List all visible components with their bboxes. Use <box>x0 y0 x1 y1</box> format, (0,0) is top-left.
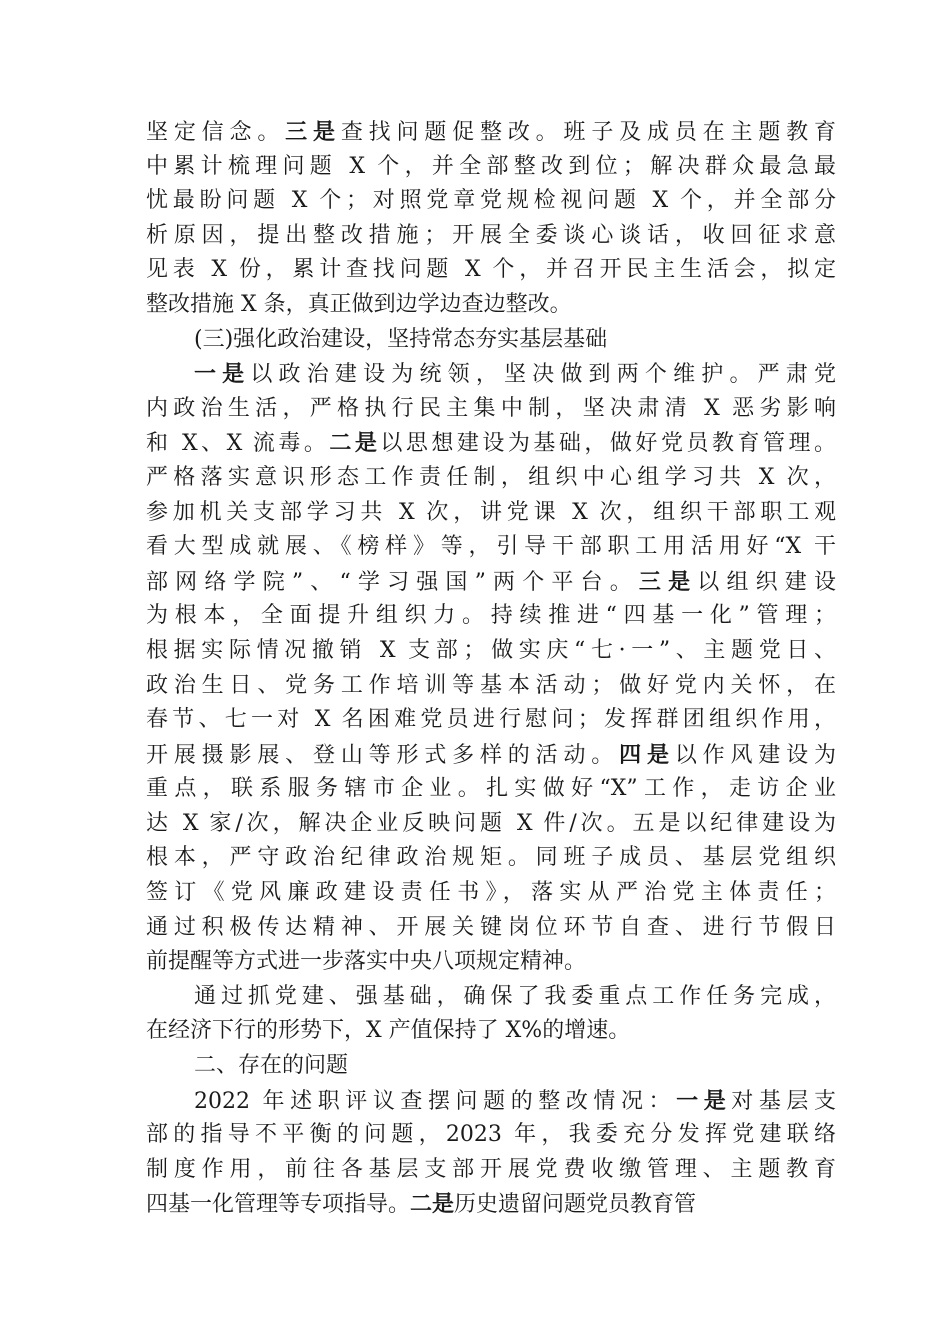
text-line <box>146 1187 836 1222</box>
body-text: 对基层支 <box>731 1088 836 1114</box>
body-text: 部的指导不平衡的问题，2023 年，我委充分发挥党建联络 <box>146 1122 836 1148</box>
body-text: 根据实际情况撤销 X 支部；做实庆“七·一”、主题党日、 <box>146 637 836 663</box>
body-text: 查找问题促整改。班子及成员在主题教育 <box>340 120 836 145</box>
body-text: 整改措施 X 条，真正做到边学边查边整改。 <box>146 291 572 317</box>
body-text: 重点，联系服务辖市企业。扎实做好“X”工作，走访企业 <box>146 776 836 802</box>
body-text: 以思想建设为基础，做好党员教育管理。 <box>380 431 836 457</box>
section-heading <box>146 1049 836 1084</box>
text-line <box>146 599 836 634</box>
body-text: 见表 X 份，累计查找问题 X 个，并召开民主生活会，拟定 <box>146 257 836 283</box>
text-line <box>146 841 836 876</box>
body-text: 政治生日、党务工作培训等基本活动；做好党内关怀，在 <box>146 672 836 698</box>
text-line <box>146 461 836 496</box>
emphasis-text: 一是 <box>194 361 251 388</box>
text-line <box>146 323 836 358</box>
paragraph <box>146 980 836 1049</box>
body-text: 历史遗留问题党员教育管 <box>454 1192 697 1218</box>
emphasis-text: 三是 <box>285 119 341 145</box>
emphasis-text: 二是 <box>329 430 381 457</box>
paragraph <box>146 115 836 323</box>
text-line <box>146 219 836 254</box>
text-line <box>146 911 836 946</box>
body-text: 在经济下行的形势下，X 产值保持了 X%的增速。 <box>146 1018 631 1044</box>
text-line <box>146 496 836 531</box>
text-line <box>146 426 836 461</box>
body-text: 以组织建设 <box>697 569 836 595</box>
body-text: 2022 年述职评议查摆问题的整改情况： <box>194 1088 677 1114</box>
body-text: 看大型成就展、《榜样》等，引导干部职工用活用好“X 干 <box>146 534 836 560</box>
text-line <box>146 945 836 980</box>
text-line <box>146 1153 836 1188</box>
body-text: 达 X 家/次，解决企业反映问题 X 件/次。五是以纪律建设为 <box>146 810 836 836</box>
body-text: 和 X、X 流毒。 <box>146 431 330 457</box>
emphasis-text: 一是 <box>676 1087 732 1114</box>
body-text: 中累计梳理问题 X 个，并全部整改到位；解决群众最急最 <box>146 153 836 179</box>
body-text: 通过积极传达精神、开展关键岗位环节自查、进行节假日 <box>146 914 836 940</box>
text-line <box>146 876 836 911</box>
body-text: 析原因，提出整改措施；开展全委谈心谈话，收回征求意 <box>146 222 836 248</box>
section-heading <box>146 323 836 358</box>
emphasis-text: 二是 <box>410 1191 455 1218</box>
text-line <box>146 392 836 427</box>
body-text: 部网络学院”、“学习强国”两个平台。 <box>146 569 639 595</box>
text-line <box>146 1118 836 1153</box>
text-line <box>146 150 836 185</box>
body-text: 以政治建设为统领，坚决做到两个维护。严肃党 <box>250 362 836 388</box>
body-text: 制度作用，前往各基层支部开展党费收缴管理、主题教育 <box>146 1156 836 1182</box>
text-line <box>146 288 836 323</box>
paragraph <box>146 1084 836 1222</box>
paragraph <box>146 357 836 980</box>
text-line <box>146 184 836 219</box>
body-text: 签订《党风廉政建设责任书》，落实从严治党主体责任； <box>146 880 836 906</box>
text-line <box>146 772 836 807</box>
body-text: 内政治生活，严格执行民主集中制，坚决肃清 X 恶劣影响 <box>146 395 836 421</box>
body-text: 通过抓党建、强基础，确保了我委重点工作任务完成， <box>194 983 836 1009</box>
text-line <box>146 980 836 1015</box>
text-line <box>146 565 836 600</box>
body-text: (三)强化政治建设，坚持常态夯实基层基础 <box>194 326 608 352</box>
body-text: 春节、七一对 X 名困难党员进行慰问；发挥群团组织作用， <box>146 707 836 733</box>
document-page <box>146 115 836 1222</box>
text-line <box>146 703 836 738</box>
text-line <box>146 253 836 288</box>
text-line <box>146 669 836 704</box>
body-text: 以作风建设为 <box>674 742 836 768</box>
text-line <box>146 634 836 669</box>
text-line <box>146 1084 836 1119</box>
body-text: 前提醒等方式进一步落实中央八项规定精神。 <box>146 949 587 975</box>
text-line <box>146 807 836 842</box>
body-text: 忧最盼问题 X 个；对照党章党规检视问题 X 个，并全部分 <box>146 188 836 214</box>
text-line <box>146 1049 836 1084</box>
text-line <box>146 357 836 392</box>
emphasis-text: 四是 <box>619 741 675 768</box>
body-text: 根本，严守政治纪律政治规矩。同班子成员、基层党组织 <box>146 845 836 871</box>
body-text: 严格落实意识形态工作责任制，组织中心组学习共 X 次， <box>146 464 836 490</box>
emphasis-text: 三是 <box>638 568 698 595</box>
text-line <box>146 738 836 773</box>
body-text: 开展摄影展、登山等形式多样的活动。 <box>146 742 620 768</box>
text-line <box>146 115 836 150</box>
text-line <box>146 530 836 565</box>
text-line <box>146 1014 836 1049</box>
body-text: 参加机关支部学习共 X 次，讲党课 X 次，组织干部职工观 <box>146 499 836 525</box>
body-text: 坚定信念。 <box>146 120 286 145</box>
body-text: 四基一化管理等专项指导。 <box>146 1192 411 1218</box>
body-text: 为根本，全面提升组织力。持续推进“四基一化”管理； <box>146 603 836 629</box>
body-text: 二、存在的问题 <box>194 1053 349 1079</box>
